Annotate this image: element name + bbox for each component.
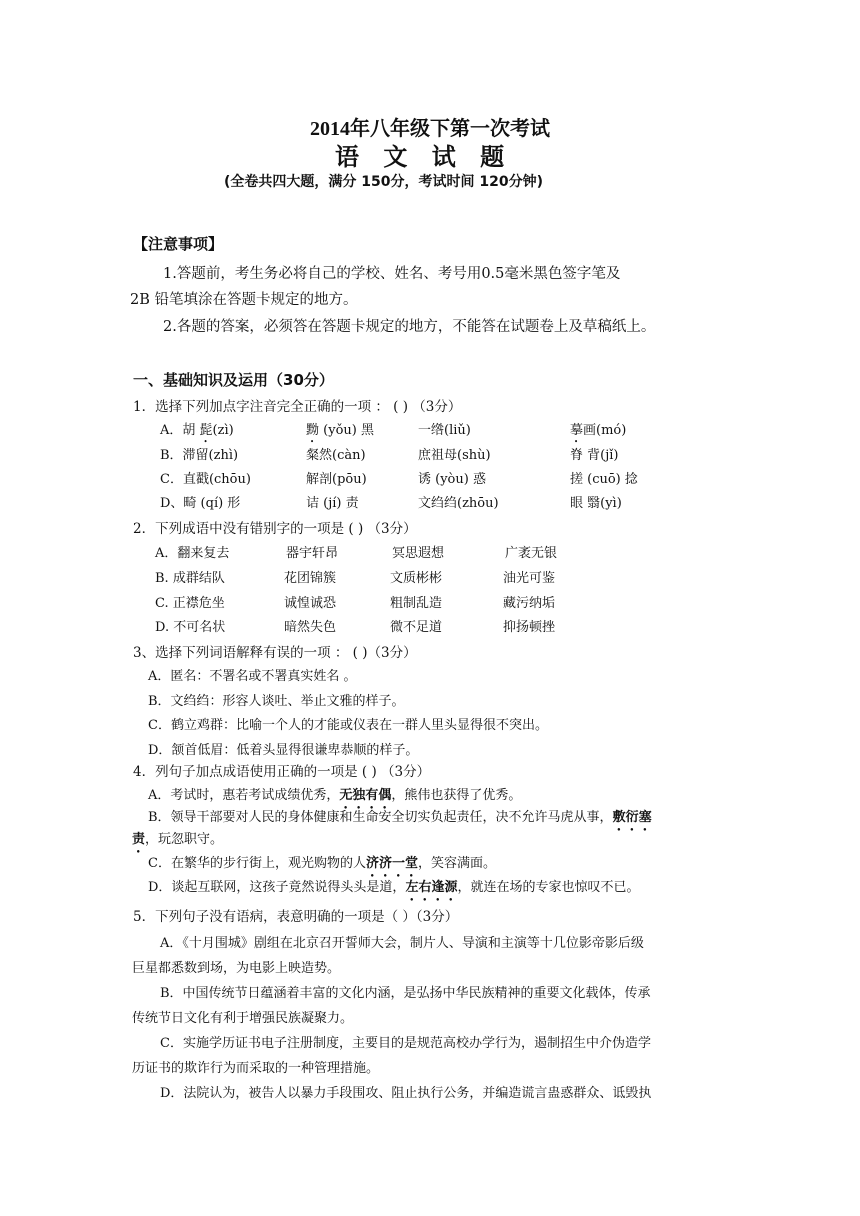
- q3-option-d: D．颔首低眉：低着头显得很谦卑恭顺的样子。: [148, 743, 419, 758]
- q2-c-item-1: C. 正襟危坐: [155, 596, 225, 611]
- q4-option-a: A．考试时，惠若考试成绩优秀，无独有偶，熊伟也获得了优秀。: [148, 788, 522, 803]
- q2-d-item-2: 暗然失色: [284, 620, 337, 635]
- exam-title: 2014年八年级下第一次考试: [310, 118, 550, 140]
- q2-d-item-4: 抑扬顿挫: [503, 620, 556, 635]
- q2-a-item-1: A．翻来复去: [155, 546, 230, 561]
- q5-option-b-line-2: 传统节日文化有利于增强民族凝聚力。: [132, 1011, 354, 1026]
- q5-option-d-line-1: D．法院认为，被告人以暴力手段围攻、阻止执行公务，并编造谎言蛊惑群众、诋毁执: [160, 1086, 652, 1101]
- q2-c-item-4: 藏污纳垢: [503, 596, 556, 611]
- q1-a-item-3: 一绺(liǔ): [418, 423, 471, 438]
- notice-item-2: 2.各题的答案，必须答在答题卡规定的地方，不能答在试题卷上及草稿纸上。: [163, 319, 656, 335]
- notice-heading: 【注意事项】: [133, 235, 224, 253]
- question-2-stem: 2．下列成语中没有错别字的一项是 ( ) （3分）: [133, 521, 417, 537]
- q3-option-a: A．匿名：不署名或不署真实姓名 。: [148, 669, 357, 684]
- q4-option-b-line-1: B．领导干部要对人民的身体健康和生命安全切实负起责任，决不允许马虎从事，敷衍塞: [148, 810, 652, 825]
- question-5-stem: 5．下列句子没有语病，表意明确的一项是（ ）（3分）: [133, 909, 459, 925]
- q1-d-item-4: 眼 翳(yì): [570, 496, 622, 511]
- q5-option-a-line-1: A．《十月围城》剧组在北京召开誓师大会，制片人、导演和主演等十几位影帝影后级: [160, 936, 644, 951]
- q2-d-item-3: 微不足道: [390, 620, 443, 635]
- q2-c-item-3: 粗制乱造: [390, 596, 443, 611]
- q3-option-c: C．鹤立鸡群：比喻一个人的才能或仪表在一群人里头显得很不突出。: [148, 718, 548, 733]
- q1-a-item-2: 黝 (yǒu) 黑: [306, 423, 374, 438]
- q3-option-b: B．文绉绉：形容人谈吐、举止文雅的样子。: [148, 694, 405, 709]
- question-4-stem: 4．列句子加点成语使用正确的一项是 ( ) （3分）: [133, 764, 431, 780]
- question-3-stem: 3、选择下列词语解释有误的一项 ： ( )（3分）: [133, 645, 417, 661]
- q5-option-b-line-1: B．中国传统节日蕴涵着丰富的文化内涵，是弘扬中华民族精神的重要文化载体，传承: [160, 986, 651, 1001]
- q4-option-c: C．在繁华的步行街上，观光购物的人济济一堂，笑容满面。: [148, 856, 496, 871]
- q2-b-item-4: 油光可鉴: [503, 571, 556, 586]
- q1-d-item-1: D、畸 (qí) 形: [160, 496, 241, 511]
- notice-item-1-line-2: 2B 铅笔填涂在答题卡规定的地方。: [130, 292, 358, 308]
- q2-a-item-4: 广袤无银: [505, 546, 558, 561]
- q1-a-item-4: 摹画(mó): [570, 423, 627, 438]
- q1-c-item-1: C．直戳(chōu): [160, 472, 251, 487]
- q1-b-item-1: B．滞留(zhì): [160, 448, 239, 463]
- q1-c-item-4: 搓 (cuō) 捻: [570, 472, 638, 487]
- q2-b-item-1: B. 成群结队: [155, 571, 225, 586]
- q2-c-item-2: 诚惶诚恐: [284, 596, 337, 611]
- q2-a-item-2: 器宇轩昂: [286, 546, 339, 561]
- q1-b-item-4: 脊 背(jǐ): [570, 448, 619, 463]
- q2-a-item-3: 冥思遐想: [392, 546, 445, 561]
- q5-option-a-line-2: 巨星都悉数到场，为电影上映造势。: [132, 961, 341, 976]
- q1-b-item-2: 粲然(càn): [306, 448, 366, 463]
- q2-b-item-2: 花团锦簇: [284, 571, 337, 586]
- subject-title: 语 文 试 题: [335, 143, 513, 171]
- q4-option-b-line-2: 责，玩忽职守。: [132, 832, 224, 847]
- q2-b-item-3: 文质彬彬: [390, 571, 443, 586]
- q5-option-c-line-1: C．实施学历证书电子注册制度，主要目的是规范高校办学行为，遏制招生中介伪造学: [160, 1036, 651, 1051]
- q5-option-c-line-2: 历证书的欺诈行为而采取的一种管理措施。: [132, 1061, 380, 1076]
- q1-c-item-2: 解剖(pōu): [306, 472, 367, 487]
- q1-a-item-1: A．胡 髭(zì): [160, 423, 234, 438]
- q1-d-item-2: 诘 (jí) 责: [306, 496, 359, 511]
- notice-item-1-line-1: 1.答题前，考生务必将自己的学校、姓名、考号用0.5毫米黑色签字笔及: [163, 266, 621, 282]
- section-1-heading: 一、基础知识及运用（30分）: [133, 371, 334, 389]
- exam-subtitle: (全卷共四大题，满分 150分，考试时间 120分钟): [224, 174, 543, 190]
- q4-option-d: D．谈起互联网，这孩子竟然说得头头是道，左右逢源，就连在场的专家也惊叹不已。: [148, 880, 640, 895]
- question-1-stem: 1．选择下列加点字注音完全正确的一项 ： ( ) （3分）: [133, 399, 462, 415]
- q1-d-item-3: 文绉绉(zhōu): [418, 496, 499, 511]
- q1-b-item-3: 庶祖母(shù): [418, 448, 491, 463]
- q1-c-item-3: 诱 (yòu) 惑: [418, 472, 486, 487]
- q2-d-item-1: D. 不可名状: [155, 620, 226, 635]
